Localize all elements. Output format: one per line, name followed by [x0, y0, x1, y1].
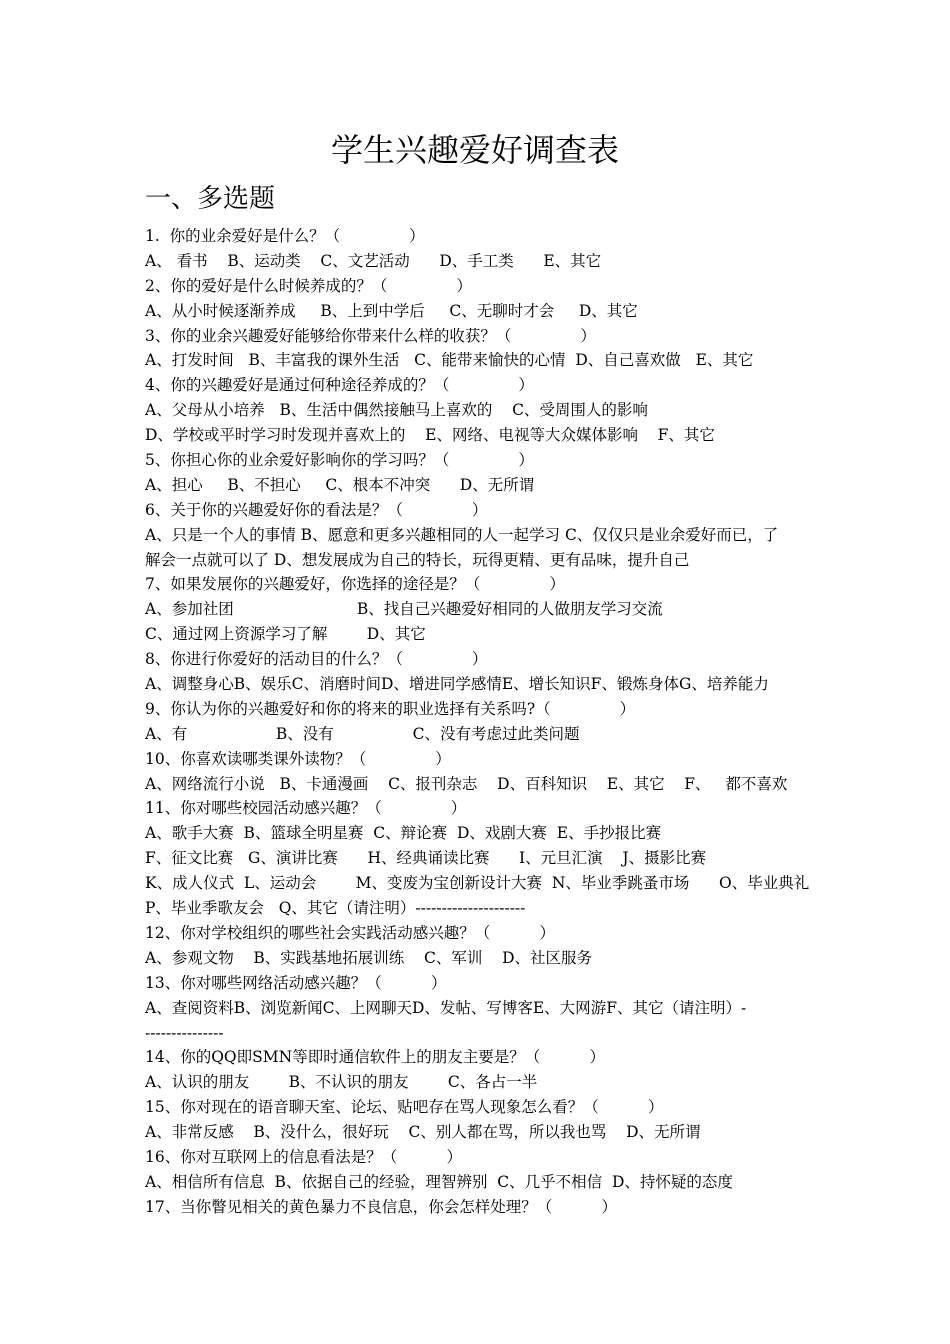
- text-line: A、有 B、没有 C、没有考虑过此类问题: [145, 724, 580, 743]
- text-line: A、参观文物 B、实践基地拓展训练 C、军训 D、社区服务: [145, 948, 592, 967]
- text-line: 12、你对学校组织的哪些社会实践活动感兴趣？（ ）: [145, 923, 555, 942]
- text-line: P、毕业季歌友会 Q、其它（请注明）---------------------: [145, 899, 526, 918]
- text-line: 1. 你的业余爱好是什么？（ ）: [145, 227, 425, 245]
- text-line: 3、你的业余兴趣爱好能够给你带来什么样的收获？（ ）: [145, 326, 596, 345]
- text-line: A、网络流行小说 B、卡通漫画 C、报刊杂志 D、百科知识 E、其它 F、 都不喜欢: [145, 774, 788, 793]
- text-line: A、调整身心B、娱乐C、消磨时间D、增进同学感情E、增长知识F、锻炼身体G、培养能力: [145, 675, 769, 694]
- text-line: A、只是一个人的事情 B、愿意和更多兴趣相同的人一起学习 C、仅仅只是业余爱好而已，了: [145, 525, 779, 544]
- question-list: [145, 224, 815, 1220]
- text-line: 2、你的爱好是什么时候养成的？（ ）: [145, 276, 472, 295]
- text-line: D、学校或平时学习时发现并喜欢上的 E、网络、电视等大众媒体影响 F、其它: [145, 426, 715, 445]
- text-line: 8、你进行你爱好的活动目的什么？（ ）: [145, 650, 488, 669]
- text-line: C、通过网上资源学习了解 D、其它: [145, 625, 426, 644]
- text-line: ---------------: [145, 1023, 224, 1042]
- text-line: 解会一点就可以了 D、想发展成为自己的特长，玩得更精、更有品味，提升自己: [145, 550, 690, 569]
- text-line: 5、你担心你的业余爱好影响你的学习吗？（ ）: [145, 451, 534, 470]
- text-line: F、征文比赛 G、演讲比赛 H、经典诵读比赛 I、元旦汇演 J、摄影比赛: [145, 849, 707, 868]
- text-line: 6、关于你的兴趣爱好你的看法是？（ ）: [145, 500, 488, 519]
- text-line: 15、你对现在的语音聊天室、论坛、贴吧存在骂人现象怎么看？（ ）: [145, 1098, 664, 1117]
- text-line: 13、你对哪些网络活动感兴趣？（ ）: [145, 973, 447, 992]
- text-line: K、成人仪式 L、运动会 M、变废为宝创新设计大赛 N、毕业季跳蚤市场 O、毕业典礼: [145, 874, 810, 893]
- text-line: A、歌手大赛 B、篮球全明星赛 C、辩论赛 D、戏剧大赛 E、手抄报比赛: [145, 824, 662, 843]
- page-title: 学生兴趣爱好调查表: [330, 131, 619, 169]
- text-line: A、相信所有信息 B、依据自己的经验，理智辨别 C、几乎不相信 D、持怀疑的态度: [145, 1172, 733, 1191]
- text-line: 10、你喜欢读哪类课外读物？（ ）: [145, 749, 451, 768]
- text-line: 7、如果发展你的兴趣爱好，你选择的途径是？（ ）: [145, 575, 565, 594]
- text-line: A、从小时候逐渐养成 B、上到中学后 C、无聊时才会 D、其它: [145, 301, 638, 320]
- text-line: A、父母从小培养 B、生活中偶然接触马上喜欢的 C、受周围人的影响: [145, 401, 648, 420]
- text-line: A、参加社团 B、找自己兴趣爱好相同的人做朋友学习交流: [145, 600, 663, 619]
- text-line: 16、你对互联网上的信息看法是？（ ）: [145, 1147, 462, 1166]
- text-line: 17、当你瞥见相关的黄色暴力不良信息，你会怎样处理？（ ）: [145, 1197, 617, 1216]
- text-line: A、打发时间 B、丰富我的课外生活 C、能带来愉快的心情 D、自己喜欢做 E、其它: [145, 351, 754, 370]
- text-line: 4、你的兴趣爱好是通过何种途径养成的？（ ）: [145, 376, 534, 395]
- text-line: A、认识的朋友 B、不认识的朋友 C、各占一半: [145, 1073, 538, 1092]
- text-line: A、非常反感 B、没什么，很好玩 C、别人都在骂，所以我也骂 D、无所谓: [145, 1123, 701, 1142]
- text-line: 9、你认为你的兴趣爱好和你的将来的职业选择有关系吗?（ ）: [145, 699, 636, 718]
- section-heading: 一、多选题: [145, 184, 276, 214]
- text-line: A、担心 B、不担心 C、根本不冲突 D、无所谓: [145, 475, 535, 494]
- text-line: 14、你的QQ即SMN等即时通信软件上的朋友主要是？（ ）: [145, 1048, 605, 1067]
- text-line: 11、你对哪些校园活动感兴趣？（ ）: [145, 799, 467, 818]
- text-line: A、 看书 B、运动类 C、文艺活动 D、手工类 E、其它: [145, 251, 602, 270]
- text-line: A、查阅资料B、浏览新闻C、上网聊天D、发帖、写博客E、大网游F、其它（请注明）-: [145, 998, 747, 1017]
